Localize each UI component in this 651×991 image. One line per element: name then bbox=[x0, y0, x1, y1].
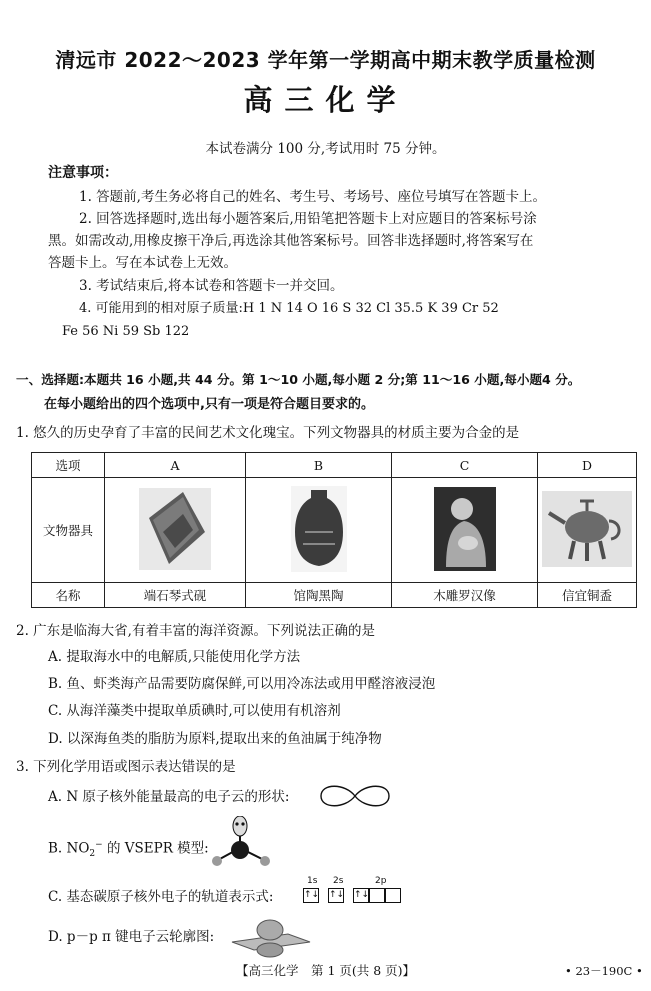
artifact-a-image bbox=[105, 478, 246, 583]
orbital-diagram bbox=[301, 876, 421, 906]
exam-intro: 本试卷满分 100 分,考试用时 75 分钟。 bbox=[205, 141, 446, 157]
question-3-stem: 3. 下列化学用语或图示表达错误的是 bbox=[16, 759, 236, 775]
pi-bond-cloud-icon bbox=[228, 912, 314, 958]
subject-title: 高三化学 bbox=[243, 83, 408, 117]
notice-item: 黑。如需改动,用橡皮擦干净后,再选涂其他答案标号。回答非选择题时,将答案写在 bbox=[48, 233, 534, 249]
notice-item: 1. 答题前,考生务必将自己的姓名、考生号、考场号、座位号填写在答题卡上。 bbox=[79, 189, 546, 205]
page-code: • 23－190C • bbox=[565, 964, 643, 978]
artifact-name: 信宜铜盉 bbox=[538, 583, 637, 608]
option-header: C bbox=[392, 453, 538, 478]
orbital-box: ↑↓ bbox=[328, 888, 344, 903]
option-header: B bbox=[246, 453, 392, 478]
option-header: A bbox=[105, 453, 246, 478]
notice-item: 4. 可能用到的相对原子质量:H 1 N 14 O 16 S 32 Cl 35.5 K 39 Cr 52 bbox=[79, 301, 499, 316]
orbital-box bbox=[385, 888, 401, 903]
question-2-stem: 2. 广东是临海大省,有着丰富的海洋资源。下列说法正确的是 bbox=[16, 623, 375, 639]
notice-item: 3. 考试结束后,将本试卷和答题卡一并交回。 bbox=[79, 278, 344, 294]
notice-item: 2. 回答选择题时,选出每小题答案后,用铅笔把答题卡上对应题目的答案标号涂 bbox=[79, 211, 537, 227]
vsepr-model-icon bbox=[210, 816, 272, 870]
exam-title: 清远市 2022～2023 学年第一学期高中期末教学质量检测 bbox=[55, 48, 596, 72]
q2-option-d: D. 以深海鱼类的脂肪为原料,提取出来的鱼油属于纯净物 bbox=[48, 731, 382, 747]
q3-option-d: D. p－p π 键电子云轮廓图: bbox=[48, 929, 215, 945]
orbital-box: ↑↓ bbox=[353, 888, 369, 903]
section-heading: 一、选择题:本题共 16 小题,共 44 分。第 1～10 小题,每小题 2 分;第 11～16 小题,每小题4 分。 bbox=[16, 372, 581, 387]
q2-option-a: A. 提取海水中的电解质,只能使用化学方法 bbox=[48, 649, 301, 665]
orbital-label: 2s bbox=[333, 876, 344, 886]
q3-option-b: B. $NO_2^-$ 的 VSEPR 模型: bbox=[48, 840, 209, 860]
orbital-label: 1s bbox=[307, 876, 318, 886]
row-label: 名称 bbox=[32, 583, 105, 608]
q2-option-c: C. 从海洋藻类中提取单质碘时,可以使用有机溶剂 bbox=[48, 703, 341, 719]
question-1-stem: 1. 悠久的历史孕育了丰富的民间艺术文化瑰宝。下列文物器具的材质主要为合金的是 bbox=[16, 425, 520, 441]
q1-artifact-table bbox=[31, 452, 637, 608]
orbital-box bbox=[369, 888, 385, 903]
q3-option-a: A. N 原子核外能量最高的电子云的形状: bbox=[48, 789, 290, 805]
notice-item: 答题卡上。写在本试卷上无效。 bbox=[48, 255, 237, 271]
q2-option-b: B. 鱼、虾类海产品需要防腐保鲜,可以用冷冻法或用甲醛溶液浸泡 bbox=[48, 676, 436, 692]
dumbbell-orbital-icon bbox=[318, 781, 392, 811]
row-label: 文物器具 bbox=[32, 478, 105, 583]
section-subheading: 在每小题给出的四个选项中,只有一项是符合题目要求的。 bbox=[44, 397, 374, 412]
orbital-label: 2p bbox=[375, 876, 387, 886]
row-label: 选项 bbox=[32, 453, 105, 478]
artifact-b-image bbox=[246, 478, 392, 583]
option-header: D bbox=[538, 453, 637, 478]
q3-option-c: C. 基态碳原子核外电子的轨道表示式: bbox=[48, 889, 274, 905]
notice-heading: 注意事项： bbox=[48, 165, 118, 181]
artifact-c-image bbox=[392, 478, 538, 583]
page-footer: 【高三化学 第 1 页(共 8 页)】 bbox=[235, 963, 416, 978]
artifact-name: 木雕罗汉像 bbox=[392, 583, 538, 608]
notice-item: Fe 56 Ni 59 Sb 122 bbox=[62, 324, 190, 339]
orbital-box: ↑↓ bbox=[303, 888, 319, 903]
artifact-name: 馆陶黑陶 bbox=[246, 583, 392, 608]
artifact-d-image bbox=[538, 478, 637, 583]
artifact-name: 端石琴式砚 bbox=[105, 583, 246, 608]
